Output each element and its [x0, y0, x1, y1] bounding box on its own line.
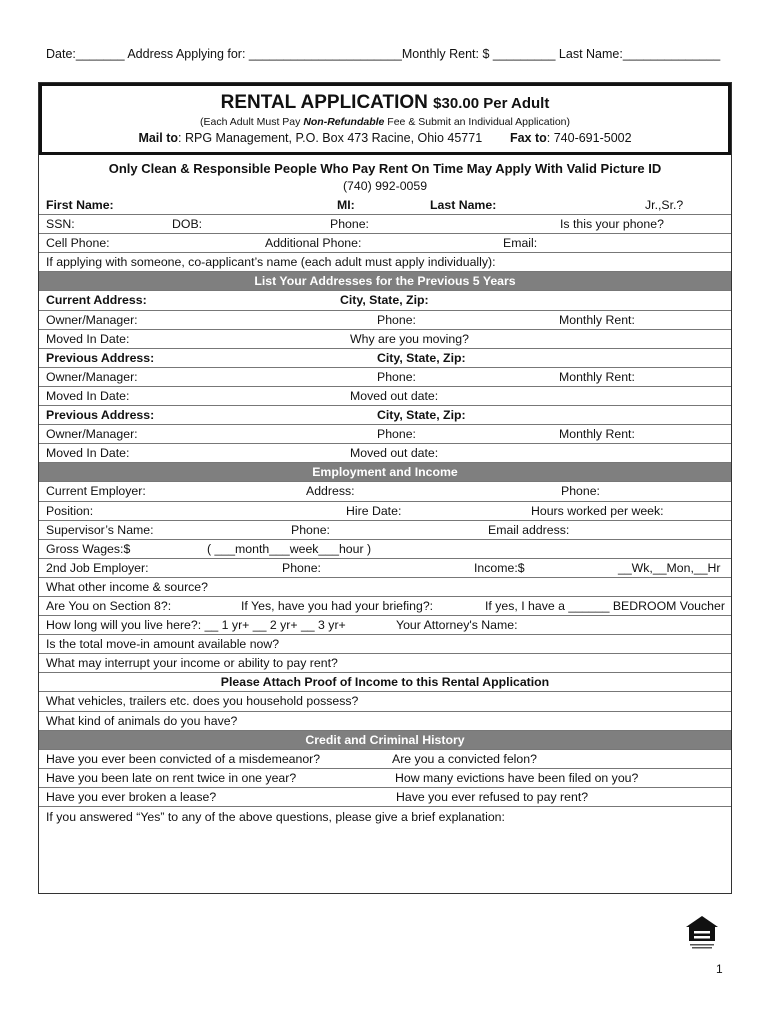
ssn-row[interactable]: [39, 215, 731, 234]
moved-in-row-3[interactable]: [39, 444, 731, 463]
notice-row: [39, 159, 731, 179]
phone-row: [39, 179, 731, 196]
mi-label: MI:: [337, 198, 355, 212]
form-title: [42, 92, 728, 114]
mail-label: Mail to: [138, 131, 179, 145]
phone-label: Phone:: [330, 217, 369, 232]
move-in-amount-row[interactable]: [39, 635, 731, 654]
mail-value: : RPG Management, P.O. Box 473 Racine, Ohio 45771: [178, 131, 483, 145]
owner-row-2[interactable]: [39, 368, 731, 387]
voucher-label: If yes, I have a ______ BEDROOM Voucher: [485, 598, 725, 613]
fee-note-a: (Each Adult Must Pay: [200, 116, 304, 128]
previous-address-row-2[interactable]: [39, 406, 731, 425]
city-label: City, State, Zip:: [340, 293, 429, 308]
moved-in-label: Moved In Date:: [46, 331, 130, 346]
cell-row[interactable]: [39, 234, 731, 253]
felon-label: Are you a convicted felon?: [392, 751, 537, 766]
moved-out-label: Moved out date:: [350, 446, 439, 461]
income-period-label: __Wk,__Mon,__Hr: [618, 560, 721, 575]
owner-row-3[interactable]: [39, 425, 731, 444]
move-in-amount-label: Is the total move-in amount available now?: [46, 637, 280, 652]
owner-label: Owner/Manager:: [46, 369, 138, 384]
second-job-label: 2nd Job Employer:: [46, 560, 149, 575]
mail-line: [42, 131, 728, 145]
hire-date-label: Hire Date:: [346, 503, 402, 518]
moved-in-row-1[interactable]: [39, 330, 731, 349]
monthly-rent-label: Monthly Rent:: [559, 369, 635, 384]
name-row[interactable]: [39, 196, 731, 215]
animals-label: What kind of animals do you have?: [46, 713, 238, 728]
previous-address-label: Previous Address:: [46, 350, 155, 365]
supervisor-row[interactable]: [39, 521, 731, 540]
attorney-label: Your Attorney's Name:: [396, 618, 518, 633]
current-address-row[interactable]: [39, 291, 731, 310]
rental-form: [38, 82, 732, 894]
section8-label: Are You on Section 8?:: [46, 598, 172, 613]
briefing-label: If Yes, have you had your briefing?:: [241, 598, 434, 613]
current-address-label: Current Address:: [46, 293, 147, 308]
is-phone-label: Is this your phone?: [560, 217, 664, 232]
fee-note-b: Non-Refundable: [303, 116, 385, 128]
income-label: Income:$: [474, 560, 525, 575]
employer-row[interactable]: [39, 482, 731, 501]
owner-label: Owner/Manager:: [46, 312, 138, 327]
moved-in-label: Moved In Date:: [46, 446, 130, 461]
coapplicant-label: If applying with someone, co-applicant’s name (each adult must apply individually):: [46, 255, 496, 270]
section-addresses: [39, 272, 731, 291]
addresses-heading: List Your Addresses for the Previous 5 Years: [254, 274, 516, 289]
interrupt-label: What may interrupt your income or ability to pay rent?: [46, 656, 338, 671]
evictions-label: How many evictions have been filed on you?: [395, 770, 639, 785]
misdemeanor-label: Have you ever been convicted of a misdemeanor?: [46, 751, 321, 766]
late-rent-row[interactable]: [39, 769, 731, 788]
animals-row[interactable]: [39, 712, 731, 731]
employer-address-label: Address:: [306, 484, 355, 499]
section-credit: [39, 731, 731, 750]
form-rows: [39, 159, 731, 887]
explanation-area[interactable]: [39, 807, 731, 887]
section8-row[interactable]: [39, 597, 731, 616]
previous-address-label: Previous Address:: [46, 408, 155, 423]
broken-lease-row[interactable]: [39, 788, 731, 807]
owner-phone-label: Phone:: [377, 312, 416, 327]
moved-in-label: Moved In Date:: [46, 388, 130, 403]
supervisor-phone-label: Phone:: [291, 522, 330, 537]
vehicles-row[interactable]: [39, 692, 731, 711]
employer-label: Current Employer:: [46, 484, 146, 499]
city-label: City, State, Zip:: [377, 350, 466, 365]
second-job-row[interactable]: [39, 559, 731, 578]
position-label: Position:: [46, 503, 94, 518]
ssn-label: SSN:: [46, 217, 75, 232]
refused-label: Have you ever refused to pay rent?: [396, 789, 589, 804]
title-price: $30.00 Per Adult: [433, 95, 550, 112]
additional-phone-label: Additional Phone:: [265, 236, 362, 251]
fax-label: Fax to: [509, 131, 547, 145]
proof-notice: Please Attach Proof of Income to this Rental Application: [220, 675, 550, 690]
misdemeanor-row[interactable]: [39, 750, 731, 769]
credit-heading: Credit and Criminal History: [305, 732, 465, 747]
top-line[interactable]: Date:_______ Address Applying for: ______________________Monthly Rent: $ _________ Last Name:______________: [46, 47, 721, 61]
owner-row-1[interactable]: [39, 311, 731, 330]
equal-housing-icon: [684, 914, 720, 952]
form-header: [39, 83, 731, 155]
how-long-label: How long will you live here?: __ 1 yr+ __ 2 yr+ __ 3 yr+: [46, 618, 346, 633]
gross-wages-row[interactable]: [39, 540, 731, 559]
late-rent-label: Have you been late on rent twice in one year?: [46, 770, 297, 785]
page-number: 1: [716, 962, 723, 976]
hours-label: Hours worked per week:: [531, 503, 664, 518]
second-job-phone-label: Phone:: [282, 560, 321, 575]
vehicles-label: What vehicles, trailers etc. does you household possess?: [46, 694, 359, 709]
gross-wages-label: Gross Wages:$: [46, 541, 131, 556]
previous-address-row-1[interactable]: [39, 349, 731, 368]
wage-period-label: ( ___month___week___hour ): [207, 541, 372, 556]
city-label: City, State, Zip:: [377, 408, 466, 423]
supervisor-label: Supervisor’s Name:: [46, 522, 154, 537]
fee-note-c: Fee & Submit an Individual Application): [384, 116, 570, 128]
title-text: RENTAL APPLICATION: [220, 92, 428, 113]
how-long-row[interactable]: [39, 616, 731, 635]
other-income-label: What other income & source?: [46, 579, 208, 594]
notice: Only Clean & Responsible People Who Pay Rent On Time May Apply With Valid Picture ID: [108, 161, 662, 176]
email-label: Email:: [503, 236, 538, 251]
supervisor-email-label: Email address:: [488, 522, 570, 537]
owner-phone-label: Phone:: [377, 427, 416, 442]
moved-out-label: Moved out date:: [350, 388, 439, 403]
fax-value: : 740-691-5002: [546, 131, 632, 145]
why-moving-label: Why are you moving?: [350, 331, 469, 346]
section-employment: [39, 463, 731, 482]
moved-in-row-2[interactable]: [39, 387, 731, 406]
interrupt-row[interactable]: [39, 654, 731, 673]
suffix-label: Jr.,Sr.?: [645, 198, 684, 212]
employment-heading: Employment and Income: [312, 465, 458, 480]
broken-lease-label: Have you ever broken a lease?: [46, 789, 217, 804]
fee-note: [42, 116, 728, 128]
coapplicant-row[interactable]: [39, 253, 731, 272]
monthly-rent-label: Monthly Rent:: [559, 427, 635, 442]
last-name-label: Last Name:: [430, 198, 497, 212]
employer-phone-label: Phone:: [561, 484, 600, 499]
office-phone: (740) 992-0059: [342, 179, 428, 193]
first-name-label: First Name:: [46, 198, 114, 212]
proof-row: [39, 673, 731, 692]
owner-label: Owner/Manager:: [46, 427, 138, 442]
explanation-label: If you answered “Yes” to any of the above questions, please give a brief explanation:: [46, 810, 505, 824]
position-row[interactable]: [39, 502, 731, 521]
cell-label: Cell Phone:: [46, 236, 110, 251]
owner-phone-label: Phone:: [377, 369, 416, 384]
dob-label: DOB:: [172, 217, 203, 232]
monthly-rent-label: Monthly Rent:: [559, 312, 635, 327]
other-income-row[interactable]: [39, 578, 731, 597]
